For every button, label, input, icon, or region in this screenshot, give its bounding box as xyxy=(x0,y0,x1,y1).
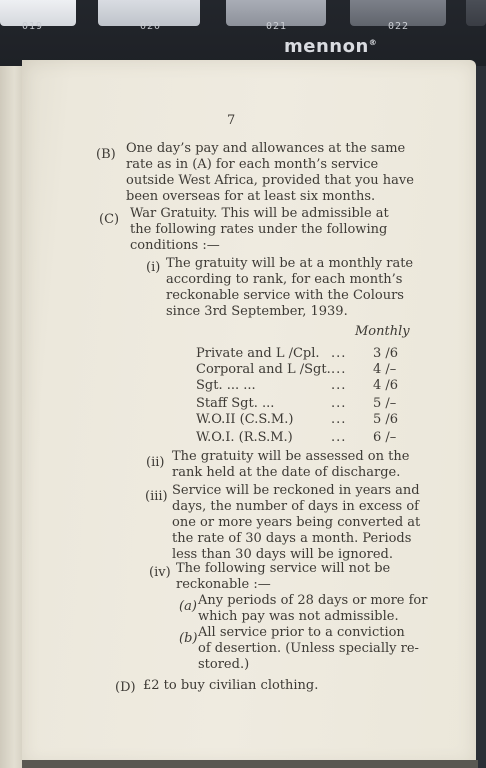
section-b-label: (B) xyxy=(96,147,116,162)
item-i-line: reckonable service with the Colours xyxy=(166,288,404,303)
swatch-number-022: 022 xyxy=(388,21,410,32)
rate-row-dots: ... xyxy=(331,346,347,361)
section-d-text: £2 to buy civilian clothing. xyxy=(143,678,319,693)
item-iii-line: days, the number of days in excess of xyxy=(172,499,419,514)
section-b-line: outside West Africa, provided that you have xyxy=(126,173,414,188)
item-iv-label: (iv) xyxy=(149,565,171,580)
sub-b-label: (b) xyxy=(179,631,198,646)
page-number: 7 xyxy=(227,113,236,128)
sub-b-line: stored.) xyxy=(198,657,250,672)
item-i-line: since 3rd September, 1939. xyxy=(166,304,348,319)
item-ii-label: (ii) xyxy=(146,455,165,470)
rate-row-value: 5 /6 xyxy=(373,412,399,427)
item-iii-line: Service will be reckoned in years and xyxy=(172,483,420,498)
item-i-line: The gratuity will be at a monthly rate xyxy=(166,256,414,271)
sub-a-line: which pay was not admissible. xyxy=(198,609,399,624)
rate-row-rank: Sgt. ... ... xyxy=(196,378,256,393)
item-iii-label: (iii) xyxy=(145,489,168,504)
sub-a-label: (a) xyxy=(179,599,197,614)
sub-b-line: All service prior to a conviction xyxy=(198,625,405,640)
sub-a-line: Any periods of 28 days or more for xyxy=(198,593,428,608)
item-ii-line: The gratuity will be assessed on the xyxy=(172,449,410,464)
item-iv-line: reckonable :— xyxy=(176,577,271,592)
rate-row-rank: W.O.I. (R.S.M.) xyxy=(196,430,293,445)
rate-row-value: 6 /– xyxy=(373,430,397,445)
section-b-line: been overseas for at least six months. xyxy=(126,189,376,204)
rate-row-rank: Corporal and L /Sgt. xyxy=(196,362,331,377)
item-iii-line: less than 30 days will be ignored. xyxy=(172,547,393,562)
section-b-line: One day’s pay and allowances at the same xyxy=(126,141,406,156)
item-i-line: according to rank, for each month’s xyxy=(166,272,403,287)
sub-b-line: of desertion. (Unless specially re- xyxy=(198,641,419,656)
item-ii-line: rank held at the date of discharge. xyxy=(172,465,401,480)
swatch-023 xyxy=(466,0,486,26)
rate-row-value: 4 /6 xyxy=(373,378,399,393)
section-c-line: conditions :— xyxy=(130,238,220,253)
swatch-number-019: 019 xyxy=(22,21,44,32)
rate-row-dots: ... xyxy=(331,412,347,427)
item-iv-line: The following service will not be xyxy=(176,561,391,576)
section-c-line: War Gratuity. This will be admissible at xyxy=(130,206,389,221)
rate-row-dots: ... xyxy=(331,378,347,393)
rate-row-dots: ... xyxy=(331,396,347,411)
rate-row-value: 3 /6 xyxy=(373,346,399,361)
color-checker-strip xyxy=(0,0,486,66)
section-c-label: (C) xyxy=(99,212,120,227)
rates-table-header: Monthly xyxy=(355,324,410,339)
swatch-number-020: 020 xyxy=(140,21,162,32)
section-d-label: (D) xyxy=(115,680,136,695)
rate-row-rank: Private and L /Cpl. xyxy=(196,346,320,361)
rate-row-dots: ... xyxy=(331,362,347,377)
rate-row-rank: Staff Sgt. ... xyxy=(196,396,275,411)
rate-row-value: 5 /– xyxy=(373,396,397,411)
section-b-line: rate as in (A) for each month’s service xyxy=(126,157,379,172)
item-iii-line: the rate of 30 days a month. Periods xyxy=(172,531,412,546)
rate-row-rank: W.O.II (C.S.M.) xyxy=(196,412,294,427)
rate-row-dots: ... xyxy=(331,430,347,445)
section-c-line: the following rates under the following xyxy=(130,222,388,237)
item-i-label: (i) xyxy=(146,260,161,275)
brand-logo: mennon® xyxy=(284,36,378,57)
swatch-number-021: 021 xyxy=(266,21,288,32)
page-shadow xyxy=(22,760,478,768)
rate-row-value: 4 /– xyxy=(373,362,397,377)
item-iii-line: one or more years being converted at xyxy=(172,515,421,530)
